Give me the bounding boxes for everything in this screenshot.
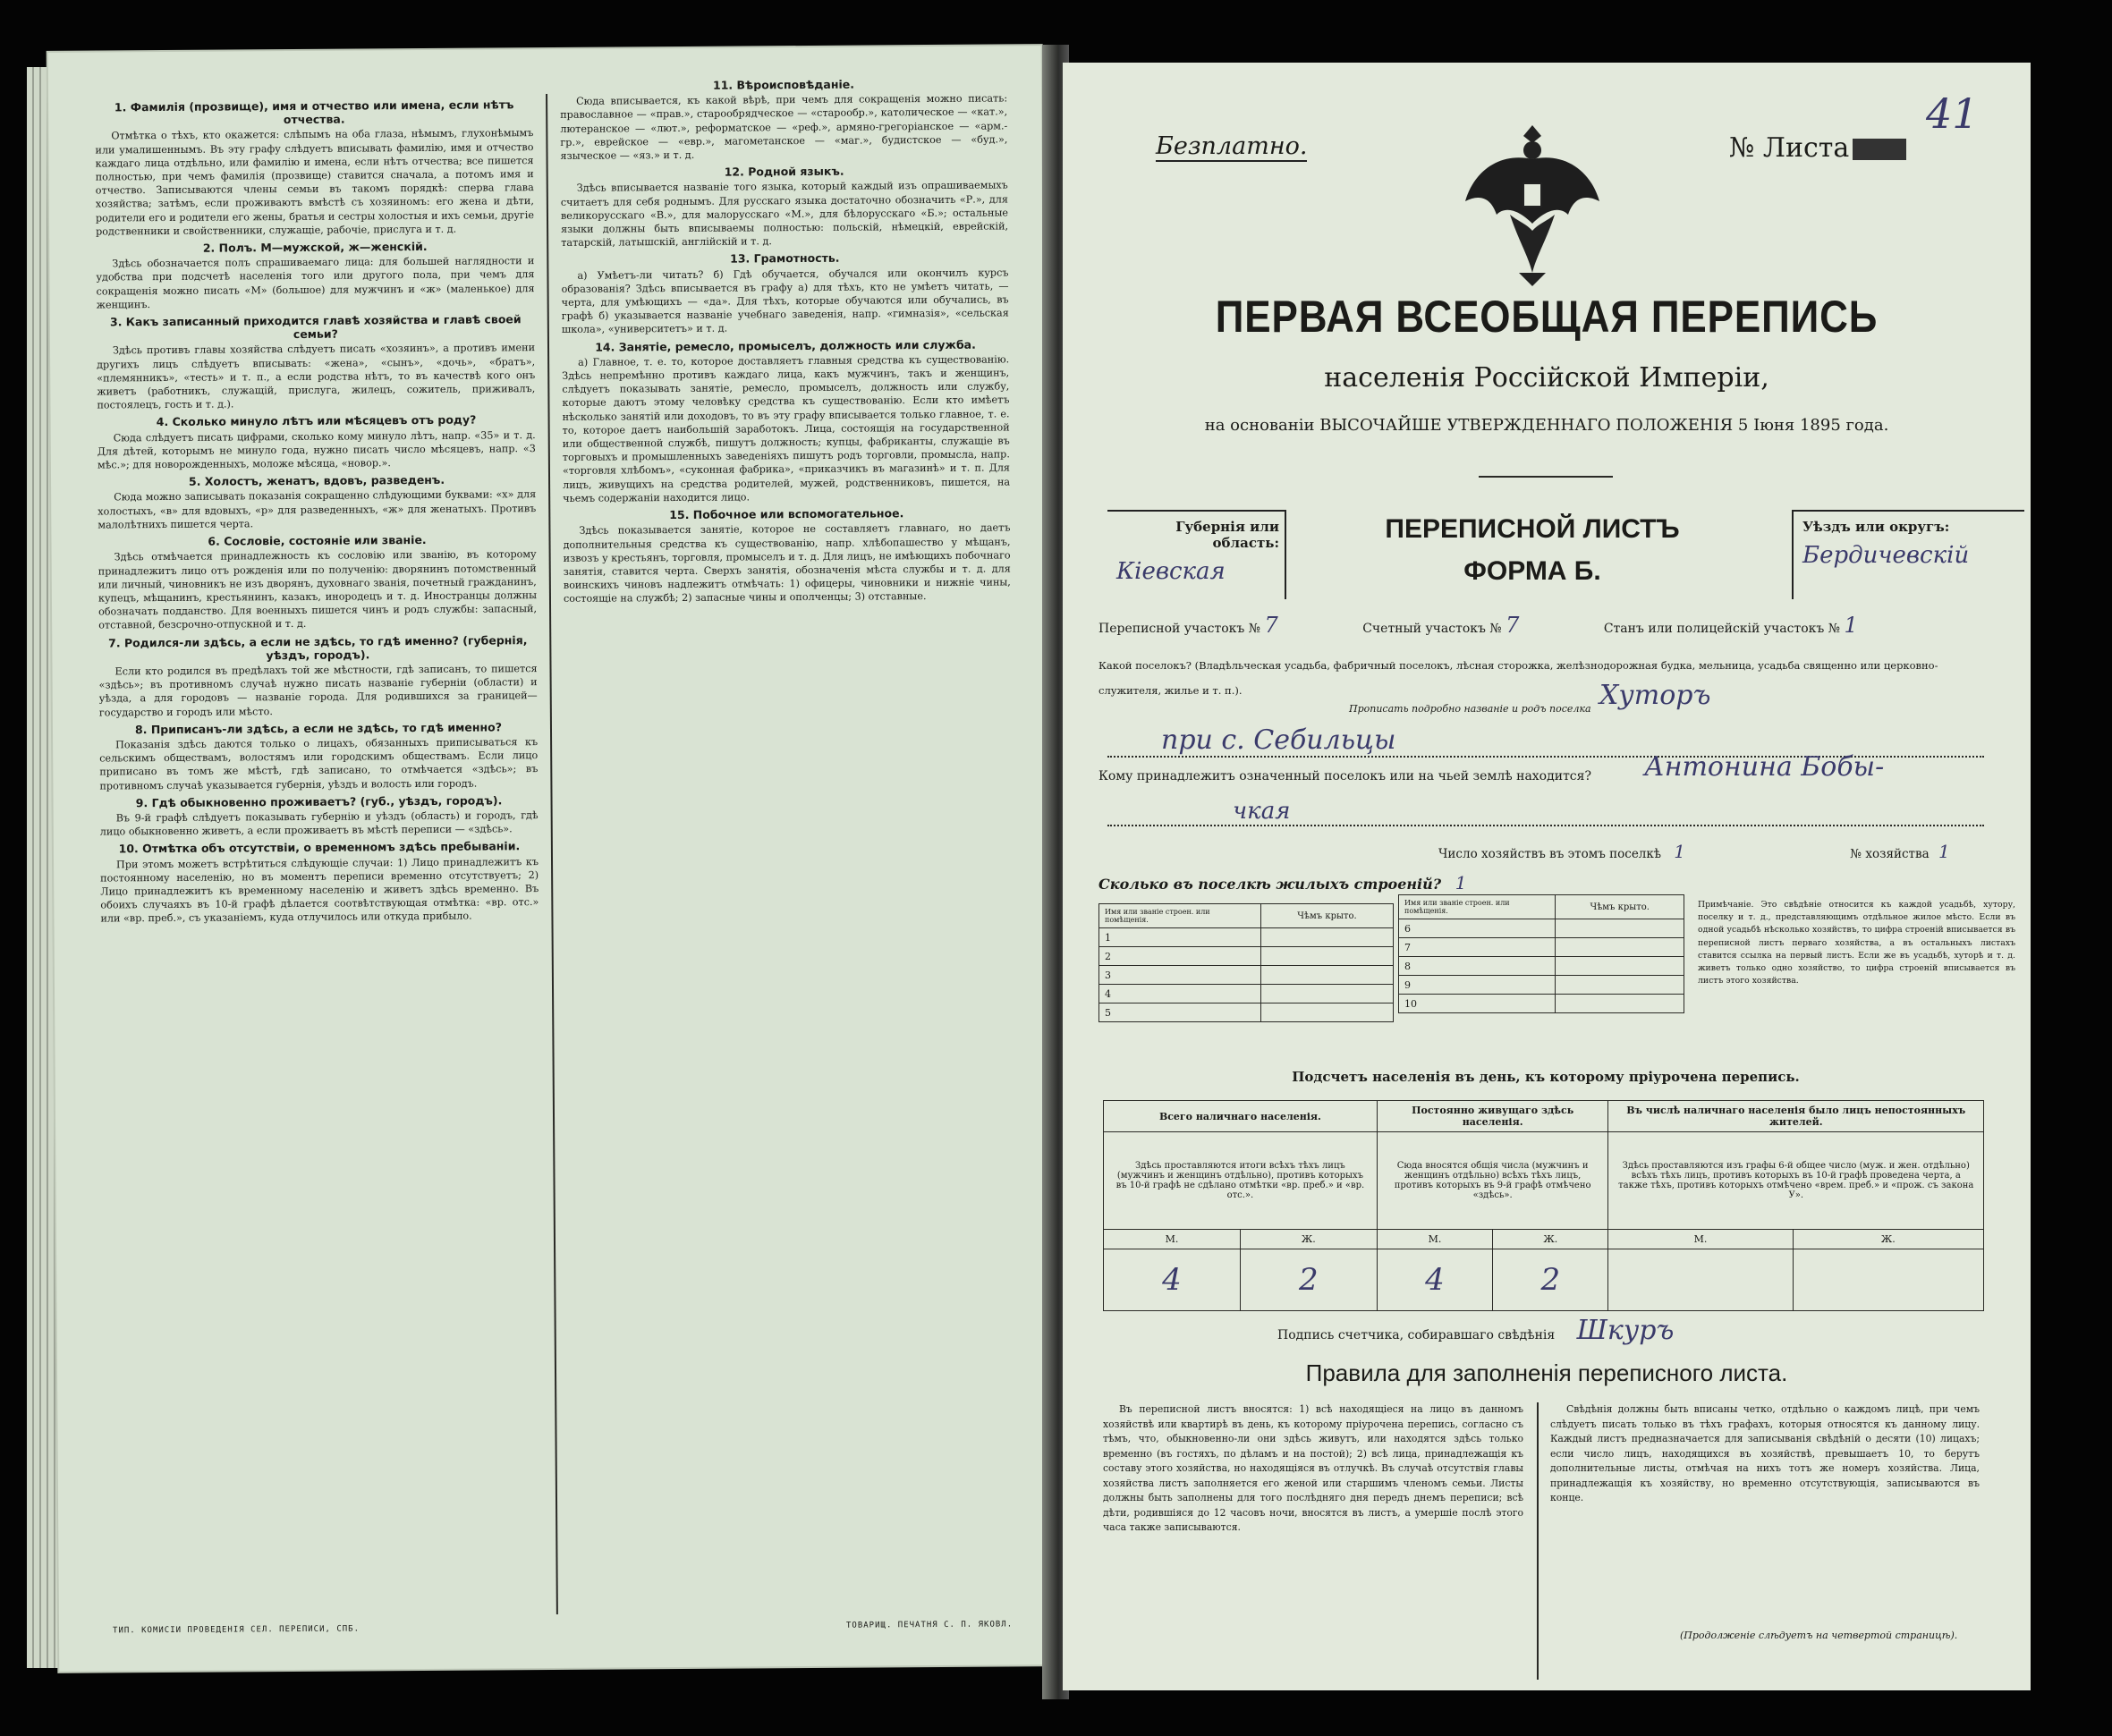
pop-value-total-f: 2 (1240, 1249, 1377, 1311)
instruction-heading: 9. Гдѣ обыкновенно проживаетъ? (губ., уѣздъ, городъ). (135, 793, 503, 809)
section-line (1098, 613, 1993, 638)
sheet-number (1729, 132, 1906, 164)
settlement-value-2: при с. Себильцы (1107, 724, 1984, 758)
title-divider (1479, 476, 1613, 478)
owner-question: Кому принадлежитъ означенный поселокъ или на чьей землѣ находится? (1098, 769, 1591, 783)
buildings-grid-right (1398, 894, 1684, 1013)
household-number-label: № хозяйства (1850, 847, 1930, 861)
pop-sub-label: Ж. (1793, 1230, 1983, 1249)
province-value: Кіевская (1116, 558, 1226, 585)
grid-header: Имя или званіе строен. или помѣщенія. (1399, 895, 1556, 919)
pop-sub-label: Ж. (1493, 1230, 1608, 1249)
instruction-heading: 7. Родился-ли здѣсь, а если не здѣсь, то гдѣ именно? (губернія, уѣздъ, городъ). (108, 632, 528, 662)
instruction-text: а) Умѣетъ-ли читать? б) Гдѣ обучается, обучался или окончилъ курсъ образованія? Здѣсь вписывается въ графу а) для тѣхъ, кто не умѣетъ читать, — черта, для умѣющихъ — «да». Для тѣхъ, которые обучаются или обучались, въ графѣ б) указывается названіе учебнаго заведенія, напр. «гимназія», «сельская школа», «университетъ» и т. д. (561, 267, 1009, 336)
instruction-heading: 8. Приписанъ-ли здѣсь, а если не здѣсь, то гдѣ именно? (134, 720, 503, 736)
pop-desc-temporary: Здѣсь проставляются изъ графы 6-й общее число (муж. и жен. отдѣльно) всѣхъ тѣхъ лицъ, противъ которыхъ въ 10-й графѣ проведена черта, а также тѣхъ, противъ которыхъ отмѣчено «врем. преб.» и «прож. съ закона У». (1608, 1132, 1984, 1230)
instruction-text: При этомъ можетъ встрѣтиться слѣдующіе случаи: 1) Лицо принадлежитъ къ постоянному населенію, но въ моментъ переписи временно отсутствуетъ; 2) Лицо принадлежитъ къ временному населенію и живетъ здѣсь временно. Въ обоихъ случаяхъ въ 10-й графѣ дѣлается соотвѣтствующая отмѣтка: «вр. отс.» или «вр. преб.», съ указаніемъ, куда отлучилось или откуда прибыло. (100, 855, 539, 925)
household-number-value: 1 (1938, 841, 1950, 862)
count-section-value: 7 (1506, 613, 1520, 638)
settlement-question: Какой поселокъ? (Владѣльческая усадьба, фабричный поселокъ, лѣсная сторожка, желѣзнодорожная будка, мельница, усадьба священно или церковно-служителя, жилье и т. п.). (1098, 659, 1938, 697)
instruction-text: а) Главное, т. е. то, которое доставляетъ главныя средства къ существованію. Здѣсь непремѣнно противъ каждаго лица, какъ мужчинъ, такъ и женщинъ, слѣдуетъ показывать занятіе, ремесло, промыселъ, должность или службу, которые даютъ этому человѣку средства къ существованію. Если кто имѣетъ нѣсколько занятій или доходовъ, то въ эту графу вписывается только главное, т. е. то, которое даетъ наибольшій заработокъ. Лица, состоящія на государственной или общественной службѣ, пишутъ должность; купцы, фабриканты, служащіе въ торговыхъ и промышленныхъ заведеніяхъ пишутъ родъ торговли, промысла, напр. «торговля хлѣбомъ», «суконная фабрика», «приказчикъ въ магазинѣ» и т. п. Для лицъ, живущихъ на средства родителей, мужей, родственниковъ, пишется, на чьемъ содержаніи находится лицо. (562, 353, 1011, 504)
instruction-heading: 13. Грамотность. (730, 251, 840, 267)
pop-value-temporary-f (1793, 1249, 1983, 1311)
rules-left-column: Въ переписной листъ вносятся: 1) всѣ находящіеся на лицо въ данномъ хозяйствѣ или квартирѣ въ день, къ которому пріурочена перепись, согласно съ тѣмъ, что, обыкновенно-ли они здѣсь живутъ, или находятся здѣсь только временно (въ гостяхъ, по дѣламъ и на постой); 2) всѣ лица, принадлежащія къ составу этого хозяйства, но находящіяся въ отлучкѣ. Въ случаѣ отсутствія главы хозяйства листъ заполняется его женой или старшимъ членомъ семьи. Листы должны быть заполнены для того послѣдняго дня передъ днемъ переписи; всѣ дѣти, родившіяся до 12 часовъ ночи, вносятся въ листъ, а умершіе послѣ этого часа также записываются. (1103, 1403, 1523, 1533)
sheet-number-handwritten: 41 (1926, 89, 1979, 138)
continued-note: (Продолженіе слѣдуетъ на четвертой страницѣ). (1680, 1630, 1958, 1641)
instruction-text: Здѣсь отмѣчается принадлежность къ сословію или званію, въ которому принадлежитъ лицо отъ рожденія или по полученію: дворянинъ потомственный или личный, чиновникъ не изъ дворянъ, духовнаго званія, почетный гражданинъ, купецъ, мѣщанинъ, крестьянинъ, казакъ, инородецъ и т. д. Иностранцы должны обозначать подданство. Для военныхъ пишется чинъ и родъ службы: запасный, отставной, безсрочно-отпускной и т. д. (98, 548, 538, 631)
instruction-text: Здѣсь показывается занятіе, которое не составляетъ главнаго, но даетъ дополнительныя средства къ существованію, напр. хлѣбопашество у мѣщанъ, извозъ у крестьянъ, торговля, промыселъ и т. д. Для лицъ, не имѣющихъ побочнаго занятія, ставится черта. Сверхъ занятія, обозначенія мѣста службы и т. д. для воинскихъ чиновъ надлежитъ отмѣчать: 1) офицеры, чиновники и нижніе чины, состоящіе на службѣ; 2) запасные чины и ополченцы; 3) отставные. (563, 521, 1011, 605)
instruction-heading: 4. Сколько минуло лѣтъ или мѣсяцевъ отъ роду? (156, 413, 477, 429)
rules-divider (1537, 1402, 1539, 1680)
grid-row-number: 3 (1099, 966, 1261, 985)
census-decree: на основаніи ВЫСОЧАЙШЕ УТВЕРЖДЕННАГО ПОЛОЖЕНІЯ 5 Іюня 1895 года. (1204, 416, 1889, 435)
buildings-note: Примѣчаніе. Это свѣдѣніе относится къ каждой усадьбѣ, хутору, поселку и т. д., представляющимъ отдѣльное жилое мѣсто. Если въ одной усадьбѣ нѣсколько хозяйствъ, то цифра строеній вписывается въ переписной листъ перваго хозяйства, а въ остальныхъ листахъ ставится ссылка на первый листъ. Если же въ усадьбѣ, хуторѣ и т. д. живетъ только одно хозяйство, то цифра строеній вписывается въ листъ этого хозяйства. (1698, 900, 2015, 987)
pop-value-permanent-f: 2 (1493, 1249, 1608, 1311)
pop-header-permanent: Постоянно живущаго здѣсь населенія. (1377, 1101, 1608, 1132)
pop-sub-label: М. (1377, 1230, 1492, 1249)
instruction-heading: 3. Какъ записанный приходится главѣ хозяйства и главѣ своей семьи? (109, 312, 522, 342)
form-subtitle: ФОРМА Б. (1463, 556, 1601, 586)
instruction-text: Показанія здѣсь даются только о лицахъ, обязанныхъ приписываться къ сельскимъ обществамъ, волостямъ или городскимъ обществамъ. Если лицо приписано въ томъ же мѣстѣ, гдѣ записано, то отмѣчается «здѣсь»; въ противномъ случаѣ указывается губернія, уѣздъ и волость или городъ. (99, 736, 539, 792)
enumerator-signature-line (1277, 1315, 1674, 1346)
census-section-label: Переписной участокъ № (1098, 622, 1260, 636)
rules-title: Правила для заполненія переписного листа. (1305, 1359, 1788, 1386)
households-value: 1 (1674, 841, 1685, 862)
district-box (1792, 510, 2024, 599)
grid-header: Имя или званіе строен. или помѣщенія. (1099, 904, 1261, 928)
settlement-hint: Прописать подробно названіе и родъ поселка (1349, 703, 1591, 715)
pop-sub-label: Ж. (1240, 1230, 1377, 1249)
instruction-text: Сюда вписывается, къ какой вѣрѣ, при чемъ для сокращенія можно писать: православное — «прав.», старообрядческое — «старообр.», католическое — «кат.», лютеранское — «лют.», реформатское — «реф.», армяно-грегоріанское — «арм.-гр.», еврейское — «евр.», магометанское — «маг.», будистское — «буд.», языческое — «яз.» и т. д. (560, 92, 1008, 162)
pop-value-total-m: 4 (1104, 1249, 1241, 1311)
printer-imprint-left: ТИП. КОМИСІИ ПРОВЕДЕНІЯ СЕЛ. ПЕРЕПИСИ, СПБ. (112, 1624, 360, 1636)
form-title: ПЕРЕПИСНОЙ ЛИСТЪ (1385, 514, 1680, 544)
pop-header-total: Всего наличнаго населенія. (1104, 1101, 1378, 1132)
buildings-grid-left (1098, 903, 1394, 1022)
instruction-text: Здѣсь противъ главы хозяйства слѣдуетъ писать «хозяинъ», а противъ имени другихъ лицъ слѣдуетъ вписывать: «жена», «сынъ», «дочь», «братъ», «племянникъ», «тесть» и т. п., а если родства нѣтъ, то въ качествѣ кого онъ живетъ (работникъ, служащій, прислуга, жилецъ, сожитель, приживалъ, постоялецъ, гость и т. д.). (97, 342, 536, 411)
province-label: Губернія или область: (1175, 519, 1279, 551)
grid-row-number: 8 (1399, 957, 1556, 976)
pop-desc-permanent: Сюда вносятся общія числа (мужчинъ и женщинъ отдѣльно) всѣхъ тѣхъ лицъ, противъ которыхъ въ 9-й графѣ отмѣчено «здѣсь». (1377, 1132, 1608, 1230)
instruction-text: Здѣсь вписывается названіе того языка, который каждый изъ опрашиваемыхъ считаетъ для себя роднымъ. Для русскаго языка достаточно обозначить «Р.», для великорусскаго «В.», для малорусскаго «М.», для бѣлорусскаго «Б.»; остальные языки должны быть вписываемы полностью: польскій, нѣмецкій, еврейскій, татарскій, латышскій, англійскій и т. д. (560, 179, 1009, 250)
grid-row-number: 6 (1399, 919, 1556, 938)
census-subtitle: населенія Россійской Имперіи, (1324, 362, 1769, 394)
grid-header: Чѣмъ крыто. (1556, 895, 1684, 919)
pop-sub-label: М. (1608, 1230, 1793, 1249)
free-label: Безплатно. (1156, 132, 1308, 160)
instruction-heading: 12. Родной языкъ. (724, 164, 844, 179)
pop-value-temporary-m (1608, 1249, 1793, 1311)
sheet-number-label: № Листа (1729, 132, 1850, 164)
double-headed-eagle-emblem (1456, 116, 1608, 295)
instruction-heading: 5. Холостъ, женатъ, вдовъ, разведенъ. (188, 473, 445, 489)
district-label: Уѣздъ или округъ: (1802, 519, 1950, 535)
population-count-title: Подсчетъ населенія въ день, къ которому пріурочена перепись. (1292, 1069, 1800, 1085)
instruction-text: Сюда слѣдуетъ писать цифрами, сколько кому минуло лѣтъ, напр. «35» и т. д. Для дѣтей, которымъ не минуло года, нужно писать число мѣсяцевъ, напр. «3 мѣс.»; для новорожденныхъ, моложе мѣсяца, «новор.». (97, 428, 536, 471)
instruction-heading: 2. Полъ. М—мужской, ж—женскій. (202, 239, 428, 255)
instruction-text: Здѣсь обозначается полъ спрашиваемаго лица: для большей наглядности и удобства при подсчетѣ населенія того или другого пола, при чемъ для сокращенія можно писать «М» (большое) для мужчинъ и «ж» (маленькое) для женщинъ. (96, 255, 535, 311)
instruction-heading: 11. Вѣроисповѣданіе. (712, 77, 854, 92)
dwellings-value: 1 (1455, 872, 1467, 893)
census-title: ПЕРВАЯ ВСЕОБЩАЯ ПЕРЕПИСЬ (1215, 292, 1879, 342)
printer-imprint-right: ТОВАРИЩ. ПЕЧАТНЯ С. П. ЯКОВЛ. (845, 1620, 1014, 1630)
census-section-value: 7 (1264, 613, 1278, 638)
grid-row-number: 1 (1099, 928, 1261, 947)
instruction-text: Въ 9-й графѣ слѣдуетъ показывать губернію и уѣздъ (область) и городъ, гдѣ лицо обыкновенно живетъ, а если проживаетъ въ мѣстѣ переписи — «здѣсь». (99, 809, 539, 838)
province-box (1107, 510, 1286, 599)
pop-value-permanent-m: 4 (1377, 1249, 1492, 1311)
households-label: Число хозяйствъ въ этомъ поселкѣ (1438, 847, 1661, 861)
instruction-heading: 1. Фамилія (прозвище), имя и отчество или имена, если нѣтъ отчества. (114, 97, 514, 127)
grid-row-number: 5 (1099, 1003, 1261, 1022)
left-page (48, 46, 1053, 1672)
district-value: Бердичевскій (1802, 542, 1970, 569)
grid-row-number: 2 (1099, 947, 1261, 966)
police-section-label: Станъ или полицейскій участокъ № (1603, 622, 1841, 636)
grid-header: Чѣмъ крыто. (1260, 904, 1393, 928)
households-line (1438, 841, 1950, 862)
grid-row-number: 7 (1399, 938, 1556, 957)
right-page (1063, 63, 2031, 1690)
police-section-value: 1 (1844, 613, 1858, 638)
grid-row-number: 9 (1399, 976, 1556, 995)
signature-label: Подпись счетчика, собиравшаго свѣдѣнія (1277, 1328, 1556, 1342)
grid-row-number: 10 (1399, 995, 1556, 1013)
instruction-text: Если кто родился въ предѣлахъ той же мѣстности, гдѣ записанъ, то пишется «здѣсь»; въ противномъ случаѣ нужно писать названіе губерніи (области) и уѣзда, а для городовъ — названіе города. Для родившихся за границей—государство и городъ или мѣсто. (98, 663, 538, 719)
left-column-1 (95, 94, 544, 1608)
dwellings-question (1098, 872, 1466, 893)
grid-row-number: 4 (1099, 985, 1261, 1003)
instruction-text: Отмѣтка о тѣхъ, кто окажется: слѣпымъ на оба глаза, нѣмымъ, глухонѣмымъ или умалишеннымъ. Въ эту графу слѣдуетъ вписывать фамилію, имя и отчество каждаго лица отдѣльно, или фамилію и имена, если нѣтъ отчества; все пишется полностью, при чемъ фамилія (прозвище) ставится сначала, а потомъ имя и отчество. Записываются члены семьи въ такомъ порядкѣ: сперва глава хозяйства; затѣмъ, если проживаютъ вмѣстѣ съ хозяиномъ: его жена и дѣти, родители его и родители его жены, братья и сестры холостыя и ихъ семьи, другіе родственники и свойственники, служащіе, рабочіе, прислуга и т. д. (95, 127, 535, 238)
pop-header-temporary: Въ числѣ наличнаго населенія было лицъ непостоянныхъ жителей. (1608, 1101, 1984, 1132)
settlement-value-1: Хуторъ (1599, 680, 1711, 711)
column-divider (546, 94, 558, 1614)
owner-value-1: Антонина Бобы- (1644, 751, 1885, 783)
instruction-heading: 15. Побочное или вспомогательное. (669, 506, 904, 522)
instruction-heading: 10. Отмѣтка объ отсутствіи, о временномъ здѣсь пребываніи. (118, 839, 521, 856)
dwellings-label: Сколько въ поселкѣ жилыхъ строеній? (1098, 876, 1442, 893)
pop-desc-total: Здѣсь проставляются итоги всѣхъ тѣхъ лицъ (мужчинъ и женщинъ отдѣльно), противъ которыхъ въ 10-й графѣ не сдѣлано отмѣтки «вр. преб.» и «вр. отс.». (1104, 1132, 1378, 1230)
signature-value: Шкуръ (1576, 1315, 1675, 1346)
owner-value-2: чкая (1107, 798, 1984, 826)
instruction-heading: 6. Сословіе, состояніе или званіе. (208, 533, 427, 548)
instruction-text: Сюда можно записывать показанія сокращенно слѣдующими буквами: «х» для холостыхъ, «в» для вдовыхъ, «р» для разведенныхъ, «ж» для женатыхъ. Противъ малолѣтнихъ пишется черта. (98, 488, 537, 531)
rules-right-column: Свѣдѣнія должны быть вписаны четко, отдѣльно о каждомъ лицѣ, при чемъ слѣдуетъ писать только въ тѣхъ графахъ, которыя относятся къ данному лицу. Каждый листъ предназначается для записыванія свѣдѣній о десяти (10) лицахъ; если число лицъ, находящихся въ хозяйствѣ, превышаетъ 10, то берутъ дополнительные листы, отмѣчая на нихъ тотъ же номеръ хозяйства. Лица, принадлежащія къ хозяйству, но временно отсутствующія, записываются въ конце. (1550, 1403, 1980, 1503)
pop-sub-label: М. (1104, 1230, 1241, 1249)
count-section-label: Счетный участокъ № (1362, 622, 1502, 636)
population-count-table (1103, 1100, 1984, 1311)
instruction-heading: 14. Занятіе, ремесло, промыселъ, должность или служба. (595, 337, 976, 354)
left-column-2 (560, 72, 1018, 1605)
